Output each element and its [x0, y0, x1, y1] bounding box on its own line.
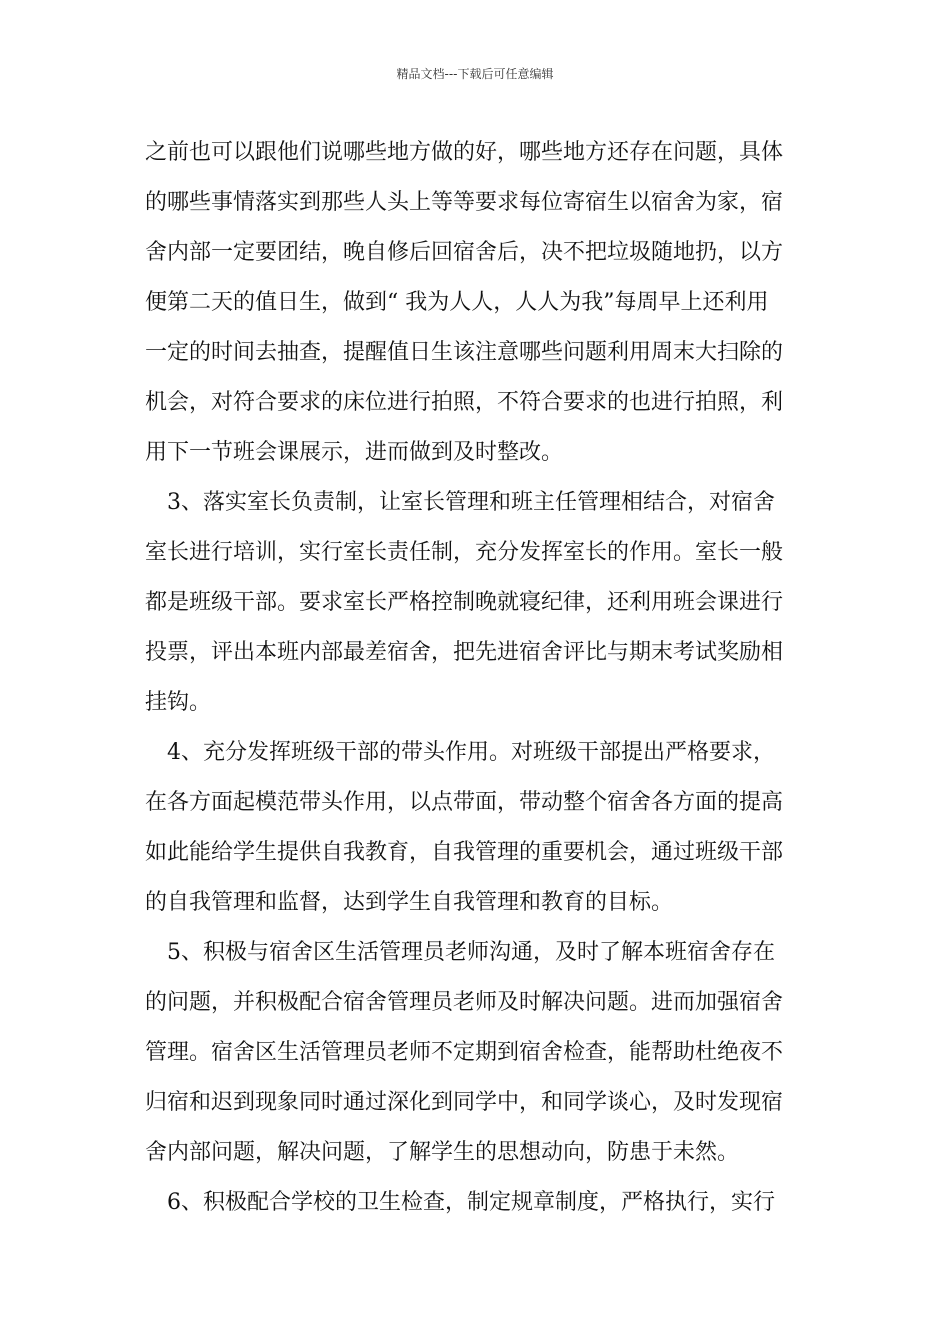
text-line: 机会，对符合要求的床位进行拍照，不符合要求的也进行拍照，利 [145, 390, 784, 415]
text-line: 投票，评出本班内部最差宿舍，把先进宿舍评比与期末考试奖励相 [145, 640, 784, 665]
text-line: 室长进行培训，实行室长责任制，充分发挥室长的作用。室长一般 [145, 540, 784, 565]
page-header: 精品文档---下载后可任意编辑 [396, 67, 554, 81]
paragraph [145, 1178, 807, 1228]
text-line: 便第二天的值日生，做到“ 我为人人，人人为我”每周早上还利用 [145, 290, 769, 315]
text-line: 用下一节班会课展示，进而做到及时整改。 [145, 440, 564, 465]
text-line: 舍内部一定要团结，晚自修后回宿舍后，决不把垃圾随地扔，以方 [145, 240, 784, 265]
text-line: 都是班级干部。要求室长严格控制晚就寝纪律，还利用班会课进行 [145, 590, 784, 615]
text-line: 管理。宿舍区生活管理员老师不定期到宿舍检查，能帮助杜绝夜不 [145, 1040, 784, 1065]
text-line: 3、落实室长负责制，让室长管理和班主任管理相结合，对宿舍 [145, 490, 775, 515]
paragraph [145, 728, 807, 928]
text-line: 舍内部问题，解决问题，了解学生的思想动向，防患于未然。 [145, 1140, 740, 1165]
text-line: 归宿和迟到现象同时通过深化到同学中，和同学谈心，及时发现宿 [145, 1090, 784, 1115]
text-line: 的哪些事情落实到那些人头上等等要求每位寄宿生以宿舍为家，宿 [145, 190, 784, 215]
text-line: 挂钩。 [145, 690, 212, 715]
text-line: 在各方面起模范带头作用，以点带面，带动整个宿舍各方面的提高 [145, 790, 784, 815]
text-line: 一定的时间去抽查，提醒值日生该注意哪些问题利用周末大扫除的 [145, 340, 784, 365]
paragraph [145, 478, 807, 728]
text-line: 如此能给学生提供自我教育，自我管理的重要机会，通过班级干部 [145, 840, 784, 865]
text-line: 4、充分发挥班级干部的带头作用。对班级干部提出严格要求， [145, 740, 775, 765]
paragraph [145, 928, 807, 1178]
text-line: 6、积极配合学校的卫生检查，制定规章制度，严格执行，实行 [145, 1190, 775, 1215]
paragraph [145, 128, 807, 478]
text-line: 的自我管理和监督，达到学生自我管理和教育的目标。 [145, 890, 674, 915]
text-line: 之前也可以跟他们说哪些地方做的好，哪些地方还存在问题，具体 [145, 140, 784, 165]
text-line: 5、积极与宿舍区生活管理员老师沟通，及时了解本班宿舍存在 [145, 940, 775, 965]
document-body [145, 128, 807, 1228]
text-line: 的问题，并积极配合宿舍管理员老师及时解决问题。进而加强宿舍 [145, 990, 784, 1015]
